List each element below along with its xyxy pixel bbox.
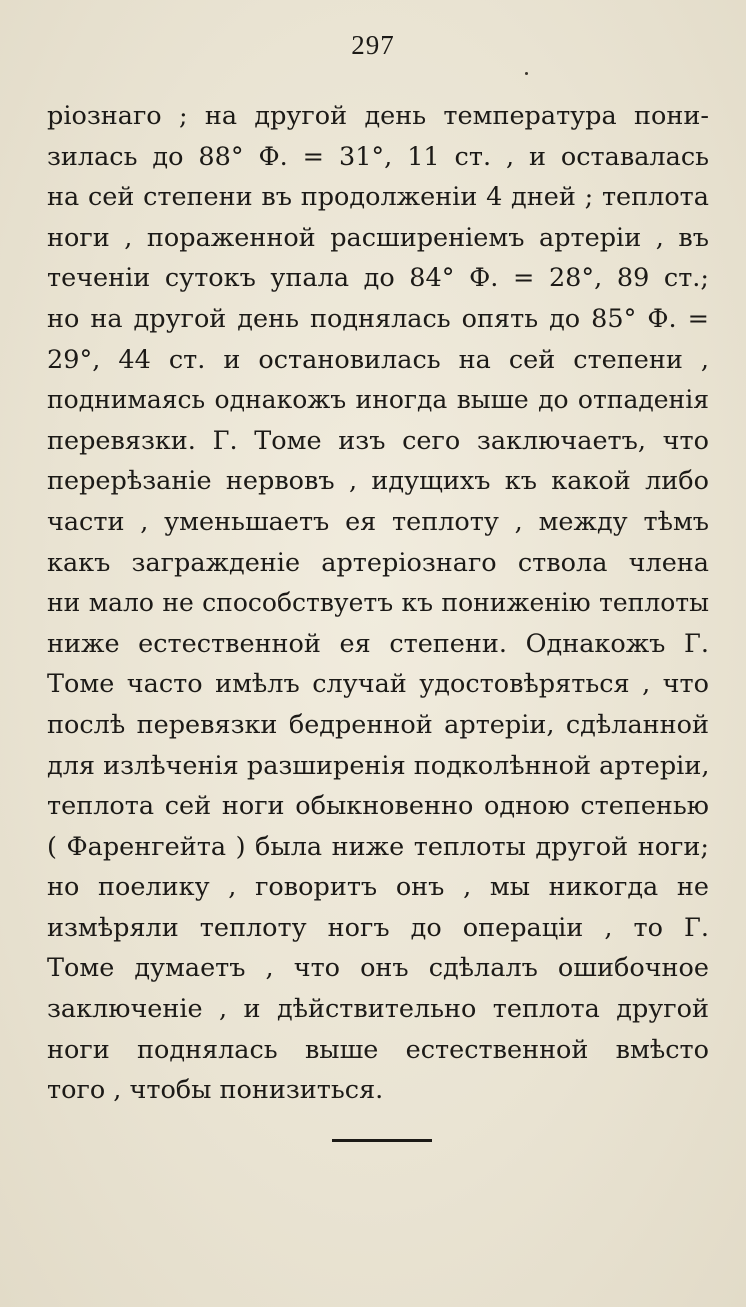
text-line: того , чтобы понизиться.	[47, 1075, 384, 1106]
text-line: перерѣзаніе нервовъ , идущихъ къ какой либо	[47, 466, 709, 497]
text-line: какъ загражденіе артеріознаго ствола члена	[47, 547, 709, 578]
text-line: теплота сей ноги обыкновенно одною степенью	[47, 791, 709, 822]
text-line: но поелику , говоритъ онъ , мы никогда не	[47, 872, 709, 903]
text-line: измѣряли теплоту ногъ до операціи , то Г.	[47, 912, 709, 943]
text-line: ни мало не способствуетъ къ пониженію теплоты	[47, 588, 709, 618]
text-line: Томе думаетъ , что онъ сдѣлалъ ошибочное	[47, 953, 709, 984]
text-line: для излѣченія разширенія подколѣнной артеріи,	[47, 750, 709, 781]
text-line: 29°, 44 ст. и остановилась на сей степени ,	[47, 344, 709, 375]
text-line: на сей степени въ продолженіи 4 дней ; теплота	[47, 182, 709, 213]
page-number: 297	[351, 30, 395, 60]
text-line: части , уменьшаетъ ея теплоту , между тѣмъ	[47, 506, 709, 537]
text-line: Томе часто имѣлъ случай удостовѣряться , что	[47, 669, 709, 700]
text-line: ( Фаренгейта ) была ниже теплоты другой ноги;	[47, 831, 709, 862]
text-line: поднимаясь однакожъ иногда выше до отпаденія	[47, 385, 709, 415]
text-line: но на другой день поднялась опять до 85° Ф. =	[47, 303, 709, 334]
text-line: заключеніе , и дѣйствительно теплота другой	[47, 994, 709, 1025]
section-divider	[332, 1139, 432, 1142]
text-line: ноги , пораженной расширеніемъ артеріи , въ	[47, 222, 709, 253]
text-line: теченіи сутокъ упала до 84° Ф. = 28°, 89 ст.;	[47, 263, 709, 294]
text-line: перевязки. Г. Томе изъ сего заключаетъ, что	[47, 425, 709, 456]
text-line: послѣ перевязки бедренной артеріи, сдѣланной	[47, 709, 709, 740]
text-line: ноги поднялась выше естественной вмѣсто	[47, 1034, 709, 1065]
body-text	[47, 96, 709, 1111]
paper-speck	[525, 72, 528, 75]
text-line: ріознаго ; на другой день температура пони-	[47, 101, 709, 131]
text-line: зилась до 88° Ф. = 31°, 11 ст. , и оставалась	[47, 141, 709, 172]
text-line: ниже естественной ея степени. Однакожъ Г.	[47, 628, 709, 659]
